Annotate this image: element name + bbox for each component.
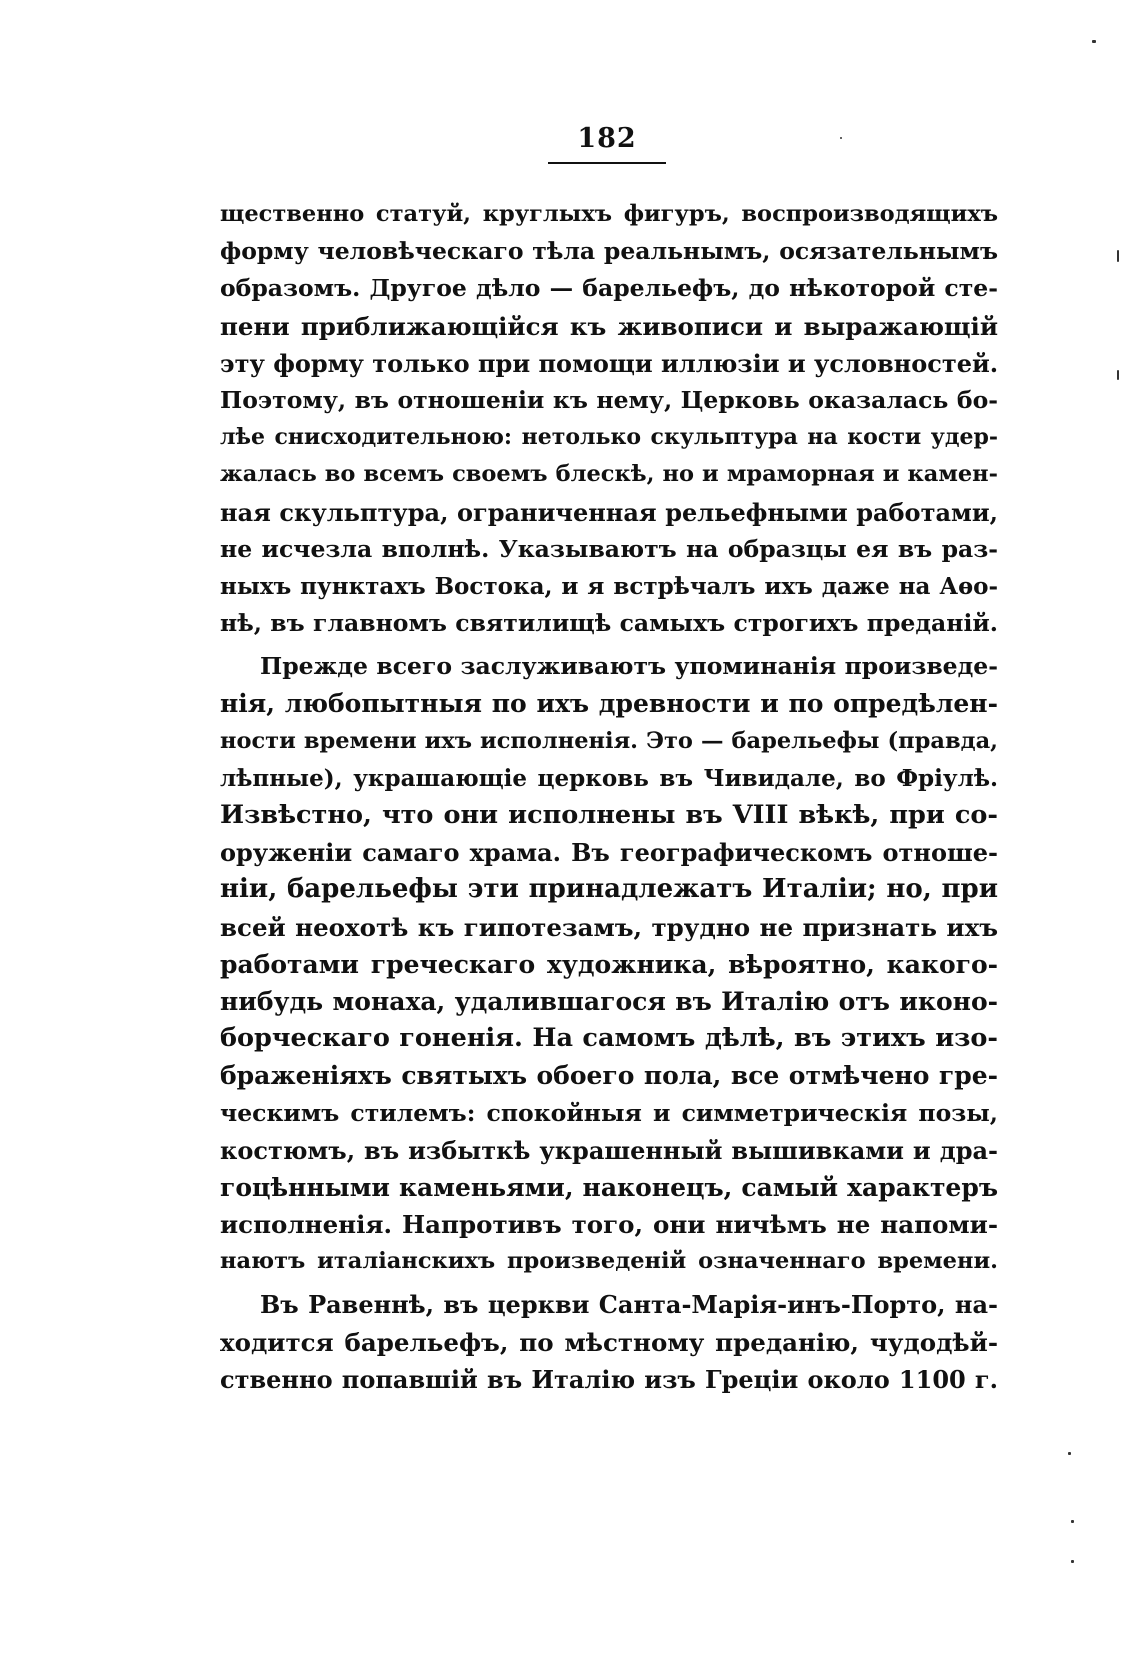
text-line: эту форму только при помощи иллюзіи и условностей. <box>220 348 998 378</box>
scan-speck <box>1071 1520 1074 1523</box>
text-line: ности времени ихъ исполненія. Это — барельефы (правда, <box>220 727 998 754</box>
text-line: нія, любопытныя по ихъ древности и по опредѣлен- <box>220 689 998 719</box>
text-line: Извѣстно, что они исполнены въ VIII вѣкѣ, при со- <box>220 800 998 830</box>
text-line: не исчезла вполнѣ. Указываютъ на образцы ея въ раз- <box>220 534 998 563</box>
scan-speck <box>1068 1452 1071 1455</box>
page-number-rule <box>548 162 666 164</box>
text-line: Въ Равеннѣ, въ церкви Санта-Марія-инъ-Порто, на- <box>260 1290 998 1320</box>
text-line: борческаго гоненія. На самомъ дѣлѣ, въ этихъ изо- <box>220 1023 998 1054</box>
scan-speck <box>1117 250 1119 262</box>
text-line: оруженіи самаго храма. Въ географическомъ отноше- <box>220 838 998 868</box>
text-line: костюмъ, въ избыткѣ украшенный вышивками и дра- <box>220 1135 998 1165</box>
text-line: пени приближающійся къ живописи и выражающій <box>220 311 998 341</box>
scan-speck <box>1071 1560 1074 1563</box>
text-line: ная скульптура, ограниченная рельефными работами, <box>220 497 998 527</box>
scan-speck <box>840 137 842 139</box>
text-line: щественно статуй, круглыхъ фигуръ, воспроизводящихъ <box>220 201 998 227</box>
text-line: Прежде всего заслуживаютъ упоминанія произведе- <box>260 652 998 681</box>
text-line: лѣе снисходительною: нетолько скульптура на кости удер- <box>220 424 998 451</box>
text-line: форму человѣческаго тѣла реальнымъ, осязательнымъ <box>220 237 998 266</box>
text-line: Поэтому, въ отношеніи къ нему, Церковь оказалась бо- <box>220 385 998 414</box>
page-number: 182 <box>577 123 637 154</box>
text-line: ходится барельефъ, по мѣстному преданію, чудодѣй- <box>220 1327 998 1357</box>
text-line: нибудь монаха, удалившагося въ Италію отъ иконо- <box>220 986 998 1016</box>
text-line: ніи, барельефы эти принадлежатъ Италіи; но, при <box>220 874 998 905</box>
text-line: всей неохотѣ къ гипотезамъ, трудно не признать ихъ <box>220 912 998 942</box>
text-line: исполненія. Напротивъ того, они ничѣмъ не напоми- <box>220 1210 998 1240</box>
text-line: ственно попавшій въ Италію изъ Греціи около 1100 г. <box>220 1364 998 1394</box>
text-line: жалась во всемъ своемъ блескѣ, но и мраморная и камен- <box>220 461 998 488</box>
text-line: образомъ. Другое дѣло — барельефъ, до нѣкоторой сте- <box>220 274 998 303</box>
text-line: ческимъ стилемъ: спокойныя и симметрическія позы, <box>220 1098 998 1127</box>
text-line: браженіяхъ святыхъ обоего пола, все отмѣчено гре- <box>220 1061 998 1091</box>
body-text <box>220 196 998 1398</box>
text-line: гоцѣнными каменьями, наконецъ, самый характеръ <box>220 1172 998 1202</box>
text-line: наютъ италіанскихъ произведеній означеннаго времени. <box>220 1248 998 1275</box>
text-line: нѣ, въ главномъ святилищѣ самыхъ строгихъ преданій. <box>220 609 998 638</box>
text-line: ныхъ пунктахъ Востока, и я встрѣчалъ ихъ даже на Аѳо- <box>220 572 998 600</box>
text-line: лѣпные), украшающіе церковь въ Чивидале, во Фріулѣ. <box>220 764 998 792</box>
scan-speck <box>1117 370 1119 380</box>
scan-speck <box>1092 40 1096 43</box>
text-line: работами греческаго художника, вѣроятно, какого- <box>220 949 998 979</box>
